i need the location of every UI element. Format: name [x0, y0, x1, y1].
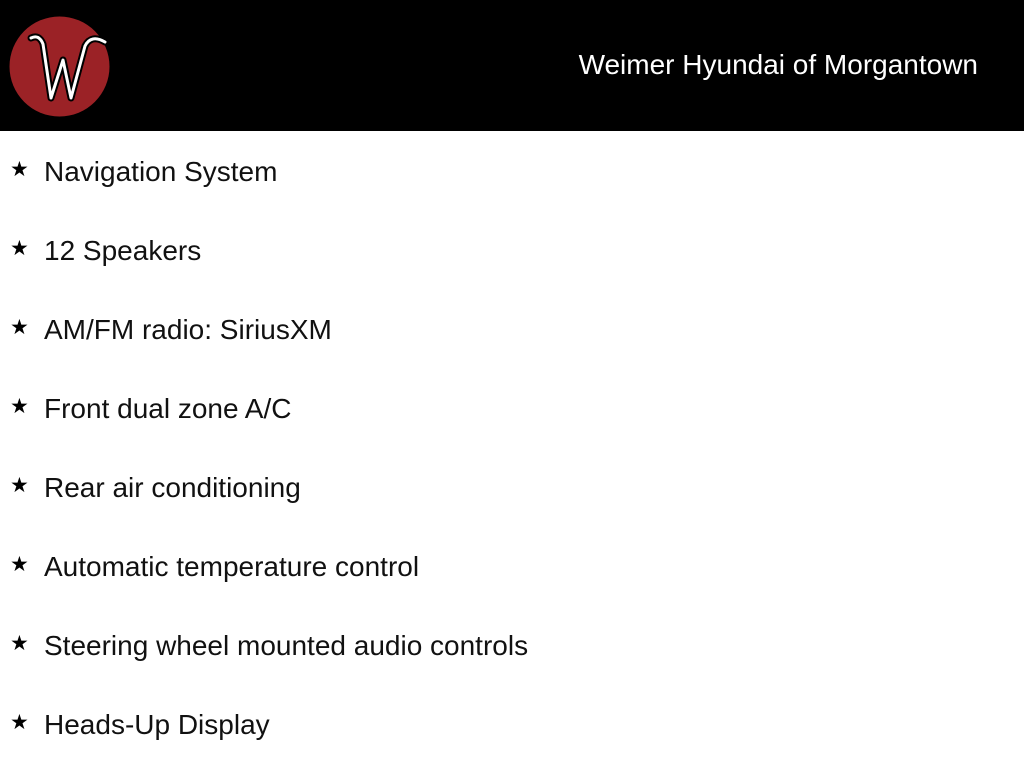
dealer-w-logo-icon: [9, 16, 110, 117]
feature-item: [0, 605, 1024, 684]
star-icon: ★: [10, 473, 29, 497]
star-icon: ★: [10, 710, 29, 734]
feature-item: [0, 684, 1024, 763]
star-icon: ★: [10, 157, 29, 181]
feature-item: [0, 526, 1024, 605]
header-bar: [0, 0, 1024, 131]
feature-label: AM/FM radio: SiriusXM: [44, 314, 332, 345]
star-icon: ★: [10, 315, 29, 339]
feature-item: [0, 289, 1024, 368]
feature-label: Automatic temperature control: [44, 551, 420, 582]
star-icon: ★: [10, 552, 29, 576]
feature-label: Heads-Up Display: [44, 709, 270, 740]
feature-label: Steering wheel mounted audio controls: [44, 630, 529, 661]
feature-item: [0, 210, 1024, 289]
feature-item: [0, 131, 1024, 210]
star-icon: ★: [10, 394, 29, 418]
star-icon: ★: [10, 631, 29, 655]
feature-label: Front dual zone A/C: [44, 393, 292, 424]
feature-label: Navigation System: [44, 156, 278, 187]
star-icon: ★: [10, 236, 29, 260]
feature-item: [0, 368, 1024, 447]
feature-label: Rear air conditioning: [44, 472, 301, 503]
feature-label: 12 Speakers: [44, 235, 202, 266]
feature-list: [0, 131, 1024, 763]
feature-item: [0, 447, 1024, 526]
dealer-name: Weimer Hyundai of Morgantown: [578, 49, 978, 80]
